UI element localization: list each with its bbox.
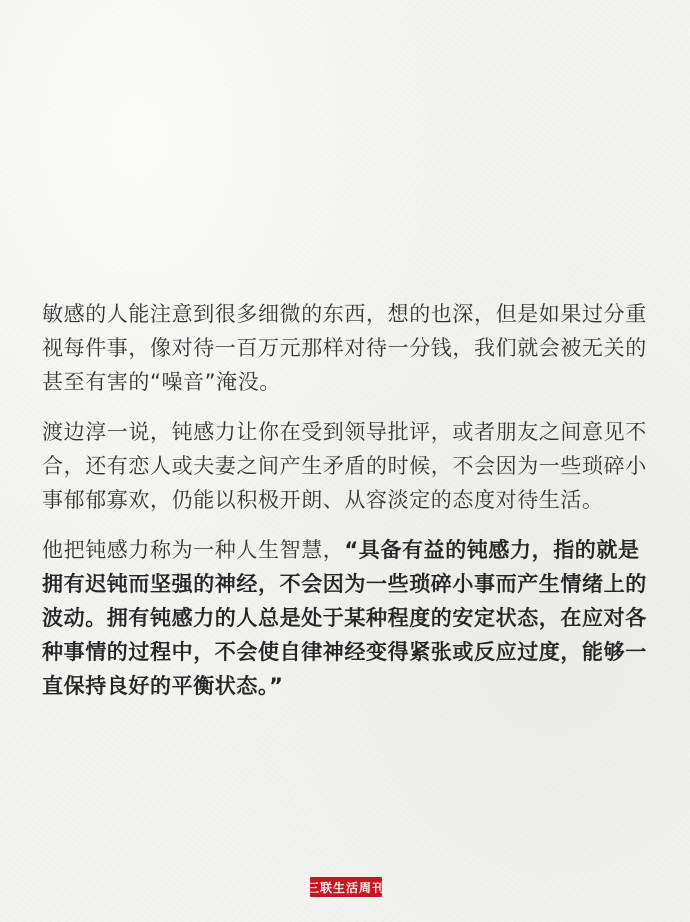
paragraph-3-intro: 他把钝感力称为一种人生智慧， bbox=[42, 538, 345, 562]
paragraph-3 bbox=[42, 533, 654, 703]
article-body bbox=[42, 297, 654, 719]
paragraph-1: 敏感的人能注意到很多细微的东西，想的也深，但是如果过分重视每件事，像对待一百万元那样对待一分钱，我们就会被无关的甚至有害的“噪音”淹没。 bbox=[42, 302, 647, 394]
paragraph-2: 渡边淳一说，钝感力让你在受到领导批评，或者朋友之间意见不合，还有恋人或夫妻之间产生矛盾的时候，不会因为一些琐碎小事郁郁寡欢，仍能以积极开朗、从容淡定的态度对待生活。 bbox=[42, 420, 647, 512]
brand-logo bbox=[307, 877, 386, 897]
paragraph-3-quote: “具备有益的钝感力，指的就是拥有迟钝而坚强的神经，不会因为一些琐碎小事而产生情绪上的波动。拥有钝感力的人总是处于某种程度的安定状态，在应对各种事情的过程中，不会使自律神经变得紧张或反应过度，能够一直保持良好的平衡状态。” bbox=[42, 538, 647, 698]
brand-logo-text: 三联生活周刊 bbox=[307, 880, 386, 895]
